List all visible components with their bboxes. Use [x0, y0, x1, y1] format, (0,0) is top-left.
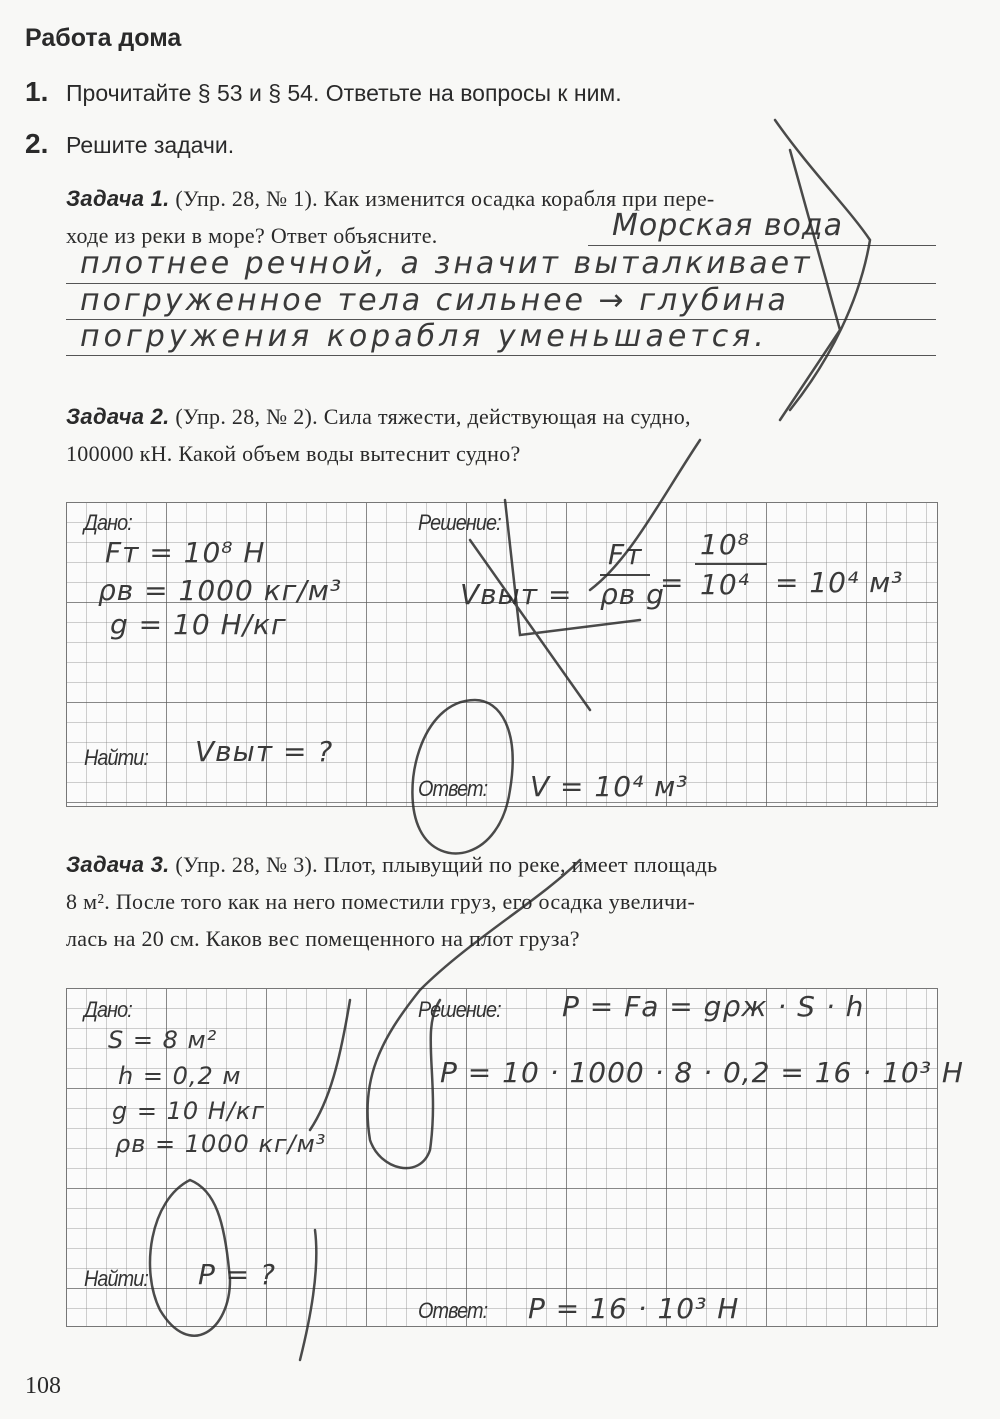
given-value: ρв = 1000 кг/м³ — [98, 574, 343, 607]
problem1-label: Задача 1. — [66, 186, 170, 211]
find-label: Найти: — [84, 745, 148, 770]
find-label: Найти: — [84, 1266, 148, 1291]
solution-label: Решение: — [418, 510, 501, 535]
task-text: Прочитайте § 53 и § 54. Ответьте на вопросы к ним. — [66, 80, 622, 106]
solution-equals: = — [660, 566, 685, 599]
given-label: Дано: — [84, 510, 132, 535]
given-value: g = 10 Н/кг — [110, 608, 287, 641]
problem3-label: Задача 3. — [66, 852, 170, 877]
problem3-line2: 8 м². После того как на него поместили груз, его осадка увеличи- — [66, 889, 696, 914]
given-value: S = 8 м² — [108, 1026, 218, 1054]
handwritten-answer: погружения корабля уменьшается. — [80, 319, 768, 354]
solution-numerator: 10⁸ — [700, 528, 750, 561]
problem2-line1: (Упр. 28, № 2). Сила тяжести, действующая на судно, — [169, 404, 691, 429]
page-number: 108 — [25, 1373, 61, 1399]
solution-denominator: 10⁴ — [700, 568, 750, 601]
problem3-line1: (Упр. 28, № 3). Плот, плывущий по реке, имеет площадь — [169, 852, 718, 877]
problem1-line2: ходе из реки в море? Ответ объясните. — [66, 223, 438, 248]
problem2-line2: 100000 кН. Какой объем воды вытеснит судно? — [66, 441, 521, 466]
answer-label: Ответ: — [418, 1298, 488, 1323]
solution-result: = 10⁴ м³ — [775, 566, 904, 599]
find-value: P = ? — [198, 1258, 277, 1291]
answer-label: Ответ: — [418, 776, 488, 801]
solution-denominator: ρв g — [600, 578, 665, 611]
handwritten-answer: плотнее речной, а значит выталкивает — [80, 246, 813, 281]
section-title: Работа дома — [25, 24, 182, 52]
problem2-text — [66, 398, 936, 472]
solution-numerator: Fт — [608, 538, 643, 571]
fraction-bar — [695, 563, 767, 565]
solution-label: Решение: — [418, 997, 501, 1022]
problem3-line3: лась на 20 см. Каков вес помещенного на плот груза? — [66, 926, 580, 951]
given-value: Fт = 10⁸ Н — [105, 536, 266, 569]
handwritten-answer: погруженное тела сильнее → глубина — [80, 283, 789, 318]
problem2-label: Задача 2. — [66, 404, 170, 429]
answer-value: V = 10⁴ м³ — [530, 770, 689, 803]
given-value: h = 0,2 м — [118, 1062, 242, 1090]
solution-lhs: Vвыт = — [460, 578, 573, 611]
fraction-bar — [600, 574, 650, 576]
problem3-text — [66, 846, 936, 957]
answer-value: P = 16 · 10³ Н — [528, 1292, 740, 1325]
find-value: Vвыт = ? — [195, 735, 334, 768]
given-label: Дано: — [84, 997, 132, 1022]
handwritten-answer: Морская вода — [612, 208, 844, 243]
problem1-line1: (Упр. 28, № 1). Как изменится осадка корабля при пере- — [169, 186, 715, 211]
solution-line: P = Fа = gρж · S · h — [562, 990, 865, 1023]
given-value: g = 10 Н/кг — [112, 1097, 266, 1125]
solution-line: P = 10 · 1000 · 8 · 0,2 = 16 · 10³ Н — [440, 1056, 964, 1089]
answer-rule — [66, 355, 936, 356]
task-number: 1. — [25, 76, 49, 107]
task-text: Решите задачи. — [66, 132, 235, 158]
task-number: 2. — [25, 128, 49, 159]
given-value: ρв = 1000 кг/м³ — [115, 1130, 327, 1158]
